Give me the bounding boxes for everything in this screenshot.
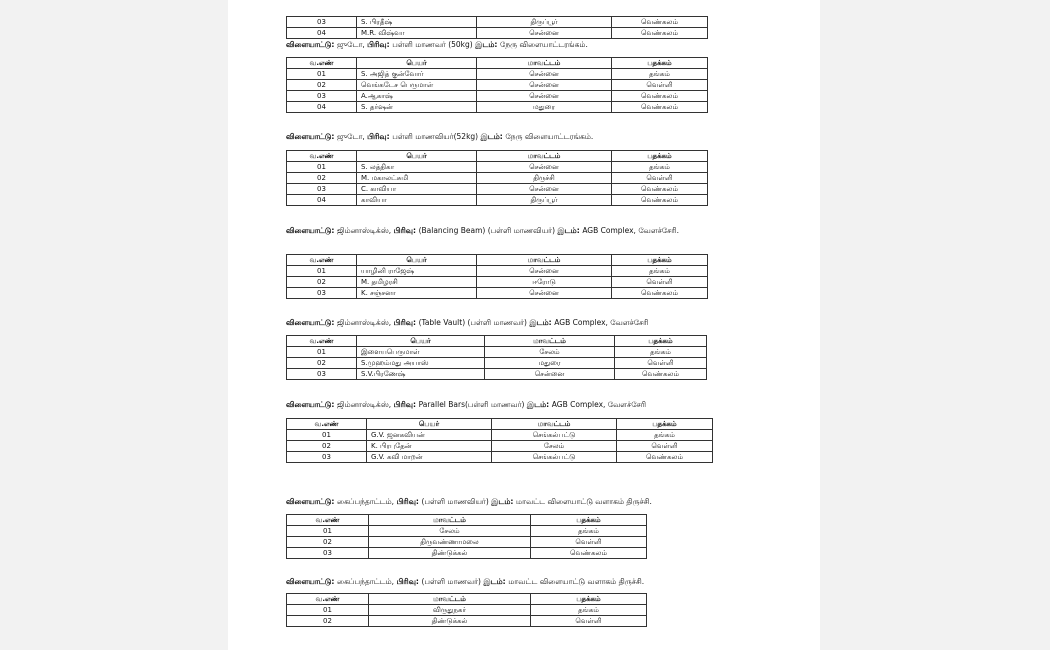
heading-venue-value: மாவட்ட விளையாட்டு வளாகம் திருச்சி.: [508, 577, 645, 586]
table-cell: தங்கம்: [612, 162, 708, 173]
table-row: [287, 548, 647, 559]
table-row: [287, 91, 708, 102]
table-row: [287, 347, 707, 358]
heading-category-label: பிரிவு:: [367, 132, 393, 141]
table-row: [287, 28, 708, 39]
heading-venue-label: இடம்:: [526, 400, 552, 409]
results-table-volleyball-boys: [286, 593, 647, 627]
column-header: பதக்கம்: [615, 336, 707, 347]
table-cell: சேலம்: [485, 347, 615, 358]
table-row: [287, 184, 708, 195]
table-cell: ஈரோடு: [477, 277, 612, 288]
results-table-balancing-beam: [286, 254, 708, 299]
table-cell: K. சஞ்சனா: [357, 288, 477, 299]
heading-venue-label: இடம்:: [491, 497, 517, 506]
heading-category-value: பள்ளி மாணவியர்(52kg): [392, 132, 481, 141]
table-cell: வெண்கலம்: [612, 184, 708, 195]
table-header-row: [287, 58, 708, 69]
table-cell: வெண்கலம்: [531, 548, 647, 559]
table-cell: 04: [287, 28, 357, 39]
table-cell: 02: [287, 616, 369, 627]
heading-category-value: (Table Vault) (பள்ளி மாணவர்): [418, 318, 530, 327]
table-row: [287, 358, 707, 369]
table-row: [287, 102, 708, 113]
column-header: வ.எண்: [287, 151, 357, 162]
table-header-row: [287, 594, 647, 605]
table-cell: திண்டுக்கல்: [369, 548, 531, 559]
heading-venue-value: AGB Complex, வேளச்சேரி: [554, 318, 649, 327]
column-header: வ.எண்: [287, 58, 357, 69]
heading-venue-value: நேரு விளையாட்டரங்கம்.: [505, 132, 594, 141]
table-cell: சென்னை: [477, 69, 612, 80]
heading-venue-value: நேரு விளையாட்டரங்கம்.: [500, 40, 588, 49]
heading-category-label: பிரிவு:: [393, 400, 419, 409]
heading-category-label: பிரிவு:: [393, 318, 419, 327]
table-row: [287, 195, 708, 206]
table-cell: சென்னை: [477, 28, 612, 39]
heading-venue-value: AGB Complex, வேளச்சேரி.: [582, 226, 679, 235]
table-cell: G.V. கவி மாறன்: [367, 452, 492, 463]
table-cell: சென்னை: [485, 369, 615, 380]
table-cell: வெள்ளி: [612, 277, 708, 288]
table-cell: 02: [287, 358, 357, 369]
table-cell: M. தமிழரசி: [357, 277, 477, 288]
table-cell: விருதுநகர்: [369, 605, 531, 616]
table-cell: வெள்ளி: [612, 80, 708, 91]
column-header: பெயர்: [357, 151, 477, 162]
heading-sport-label: விளையாட்டு:: [286, 577, 338, 586]
table-row: [287, 173, 708, 184]
table-cell: 02: [287, 277, 357, 288]
table-cell: 01: [287, 162, 357, 173]
table-cell: 03: [287, 17, 357, 28]
table-cell: C. காவியா: [357, 184, 477, 195]
table-cell: S.V.பிரணேஷ்: [357, 369, 485, 380]
table-row: [287, 17, 708, 28]
table-cell: திருச்சி: [477, 173, 612, 184]
column-header: மாவட்டம்: [477, 255, 612, 266]
table-cell: செங்கல்பட்டு: [492, 430, 617, 441]
heading-sport-label: விளையாட்டு:: [286, 497, 338, 506]
heading-category-value: (Balancing Beam) (பள்ளி மாணவியர்): [418, 226, 558, 235]
table-cell: A.ஆகாஷ்: [357, 91, 477, 102]
table-header-row: [287, 515, 647, 526]
table-cell: சென்னை: [477, 288, 612, 299]
column-header: பெயர்: [367, 419, 492, 430]
table-cell: 02: [287, 80, 357, 91]
table-cell: மதுரை: [485, 358, 615, 369]
section-heading-volleyball-girls: [286, 497, 736, 507]
heading-sport-label: விளையாட்டு:: [286, 400, 338, 409]
table-cell: சென்னை: [477, 80, 612, 91]
table-row: [287, 277, 708, 288]
heading-category-label: பிரிவு:: [367, 40, 393, 49]
table-cell: M. மகாலட்சுமி: [357, 173, 477, 184]
table-cell: காவியா: [357, 195, 477, 206]
table-row: [287, 616, 647, 627]
heading-venue-label: இடம்:: [480, 132, 506, 141]
table-cell: வெங்கடேச பெருமாள்: [357, 80, 477, 91]
table-cell: வெள்ளி: [531, 616, 647, 627]
column-header: பதக்கம்: [612, 255, 708, 266]
column-header: வ.எண்: [287, 255, 357, 266]
section-heading-judo-boys: [286, 40, 736, 50]
heading-sport-label: விளையாட்டு:: [286, 318, 338, 327]
table-cell: 03: [287, 548, 369, 559]
table-row: [287, 80, 708, 91]
table-cell: 01: [287, 605, 369, 616]
table-row: [287, 288, 708, 299]
column-header: மாவட்டம்: [369, 515, 531, 526]
column-header: பெயர்: [357, 336, 485, 347]
table-cell: திருப்பூர்: [477, 195, 612, 206]
results-table-judo-boys: [286, 57, 708, 113]
heading-sport-label: விளையாட்டு:: [286, 40, 338, 49]
column-header: மாவட்டம்: [485, 336, 615, 347]
results-table-parallel-bars: [286, 418, 713, 463]
table-cell: தங்கம்: [531, 605, 647, 616]
column-header: வ.எண்: [287, 594, 369, 605]
table-cell: 03: [287, 288, 357, 299]
table-cell: 01: [287, 526, 369, 537]
column-header: வ.எண்: [287, 419, 367, 430]
column-header: மாவட்டம்: [369, 594, 531, 605]
section-heading-table-vault: [286, 318, 736, 328]
table-cell: திருப்பூர்: [477, 17, 612, 28]
results-table-judo-girls: [286, 150, 708, 206]
heading-sport-value: ஜுடோ,: [337, 132, 368, 141]
column-header: வ.எண்: [287, 515, 369, 526]
column-header: பதக்கம்: [617, 419, 713, 430]
table-header-row: [287, 419, 713, 430]
column-header: மாவட்டம்: [477, 151, 612, 162]
column-header: பெயர்: [357, 58, 477, 69]
heading-sport-value: ஜிம்னாஸ்டிக்ஸ்,: [337, 318, 394, 327]
heading-category-label: பிரிவு:: [393, 226, 419, 235]
results-table-table-vault: [286, 335, 707, 380]
heading-category-value: பள்ளி மாணவர் (50kg): [392, 40, 476, 49]
results-table-continued: [286, 16, 708, 39]
table-cell: 03: [287, 184, 357, 195]
table-cell: M.R. விஷ்வா: [357, 28, 477, 39]
table-row: [287, 69, 708, 80]
heading-sport-value: ஜிம்னாஸ்டிக்ஸ்,: [337, 226, 394, 235]
table-cell: G.V. ஜனகவியன்: [367, 430, 492, 441]
column-header: வ.எண்: [287, 336, 357, 347]
table-row: [287, 605, 647, 616]
table-cell: 03: [287, 369, 357, 380]
table-cell: தங்கம்: [615, 347, 707, 358]
document-page: [228, 0, 820, 650]
heading-category-value: (பள்ளி மாணவர்): [421, 577, 484, 586]
section-heading-parallel-bars: [286, 400, 736, 410]
section-heading-volleyball-boys: [286, 577, 736, 587]
table-cell: 01: [287, 430, 367, 441]
table-cell: S. பிரதீஷ்: [357, 17, 477, 28]
table-cell: சென்னை: [477, 91, 612, 102]
heading-sport-label: விளையாட்டு:: [286, 132, 338, 141]
table-cell: வெண்கலம்: [612, 17, 708, 28]
heading-venue-value: AGB Complex, வேளச்சேரி: [551, 400, 647, 409]
table-cell: தங்கம்: [612, 69, 708, 80]
heading-category-value: (பள்ளி மாணவியர்): [421, 497, 492, 506]
heading-category-label: பிரிவு:: [396, 577, 422, 586]
column-header: மாவட்டம்: [492, 419, 617, 430]
table-row: [287, 369, 707, 380]
table-row: [287, 526, 647, 537]
table-cell: 03: [287, 452, 367, 463]
table-cell: 02: [287, 441, 367, 452]
table-cell: செங்கல்பட்டு: [492, 452, 617, 463]
table-cell: தங்கம்: [531, 526, 647, 537]
table-cell: வெண்கலம்: [615, 369, 707, 380]
column-header: பதக்கம்: [531, 515, 647, 526]
heading-venue-label: இடம்:: [475, 40, 501, 49]
table-cell: வெண்கலம்: [612, 28, 708, 39]
section-heading-judo-girls: [286, 132, 736, 142]
table-cell: வெண்கலம்: [612, 288, 708, 299]
table-row: [287, 537, 647, 548]
heading-sport-value: கைப்பந்தாட்டம்,: [337, 497, 397, 506]
table-cell: S.முஹம்மது அயாஸ்: [357, 358, 485, 369]
table-cell: 04: [287, 195, 357, 206]
heading-sport-value: ஜுடோ,: [337, 40, 368, 49]
table-cell: 01: [287, 266, 357, 277]
table-cell: வெண்கலம்: [612, 102, 708, 113]
heading-category-value: Parallel Bars(பள்ளி மாணவர்): [418, 400, 527, 409]
table-cell: சேலம்: [492, 441, 617, 452]
results-table-volleyball-girls: [286, 514, 647, 559]
table-cell: சென்னை: [477, 184, 612, 195]
table-cell: வெள்ளி: [617, 441, 713, 452]
table-header-row: [287, 255, 708, 266]
heading-sport-value: ஜிம்னாஸ்டிக்ஸ்,: [337, 400, 394, 409]
table-cell: வெள்ளி: [615, 358, 707, 369]
heading-venue-label: இடம்:: [529, 318, 555, 327]
table-cell: இளையபெருமாள்: [357, 347, 485, 358]
heading-sport-label: விளையாட்டு:: [286, 226, 338, 235]
table-row: [287, 266, 708, 277]
table-cell: வெண்கலம்: [612, 91, 708, 102]
column-header: பதக்கம்: [531, 594, 647, 605]
table-cell: 03: [287, 91, 357, 102]
table-header-row: [287, 336, 707, 347]
table-cell: திருவண்ணாமலை: [369, 537, 531, 548]
table-cell: 02: [287, 537, 369, 548]
table-cell: வெள்ளி: [531, 537, 647, 548]
table-cell: 01: [287, 347, 357, 358]
section-heading-balancing-beam: [286, 226, 736, 236]
heading-venue-label: இடம்:: [557, 226, 583, 235]
table-cell: S. அஜித் குன்வோர்: [357, 69, 477, 80]
table-cell: மதுரை: [477, 102, 612, 113]
table-cell: S. லத்திகா: [357, 162, 477, 173]
table-cell: சேலம்: [369, 526, 531, 537]
table-cell: S. தர்ஷன்: [357, 102, 477, 113]
heading-venue-label: இடம்:: [483, 577, 509, 586]
table-cell: K. பிரபுதேன்: [367, 441, 492, 452]
column-header: பதக்கம்: [612, 58, 708, 69]
heading-venue-value: மாவட்ட விளையாட்டு வளாகம் திருச்சி.: [516, 497, 652, 506]
table-row: [287, 162, 708, 173]
column-header: பெயர்: [357, 255, 477, 266]
table-cell: 04: [287, 102, 357, 113]
table-cell: 02: [287, 173, 357, 184]
column-header: பதக்கம்: [612, 151, 708, 162]
table-cell: சென்னை: [477, 266, 612, 277]
table-cell: திண்டுக்கல்: [369, 616, 531, 627]
table-cell: வெள்ளி: [612, 173, 708, 184]
table-cell: 01: [287, 69, 357, 80]
table-cell: தங்கம்: [612, 266, 708, 277]
table-header-row: [287, 151, 708, 162]
heading-category-label: பிரிவு:: [396, 497, 422, 506]
table-cell: வெண்கலம்: [612, 195, 708, 206]
column-header: மாவட்டம்: [477, 58, 612, 69]
table-cell: வெண்கலம்: [617, 452, 713, 463]
table-row: [287, 430, 713, 441]
table-cell: தங்கம்: [617, 430, 713, 441]
heading-sport-value: கைப்பந்தாட்டம்,: [337, 577, 397, 586]
table-cell: சென்னை: [477, 162, 612, 173]
table-cell: யாழினி ராஜேஷ்: [357, 266, 477, 277]
table-row: [287, 452, 713, 463]
table-row: [287, 441, 713, 452]
